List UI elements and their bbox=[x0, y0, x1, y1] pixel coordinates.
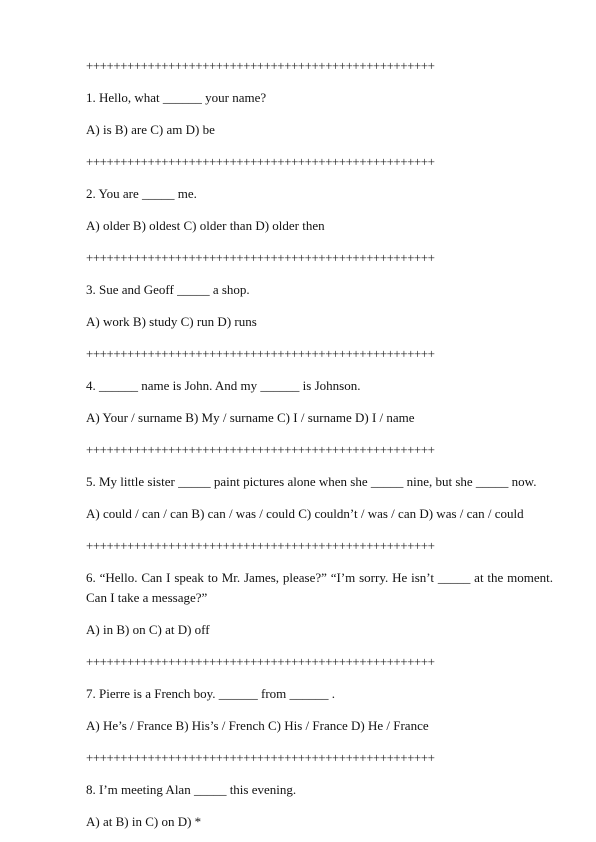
separator-line: +++++++++++++++++++++++++++++++++++++++++++++++++++ bbox=[86, 58, 435, 73]
answer-options: A) is B) are C) am D) be bbox=[86, 122, 215, 137]
question-text: 8. I’m meeting Alan _____ this evening. bbox=[86, 782, 297, 797]
question-block-8 bbox=[86, 780, 553, 832]
answer-options: A) work B) study C) run D) runs bbox=[86, 314, 257, 329]
question-block-1 bbox=[86, 88, 553, 140]
answer-options: A) at B) in C) on D) * bbox=[86, 814, 202, 829]
answer-options: A) could / can / can B) can / was / could C) couldn’t / was / can D) was / can / could bbox=[86, 506, 524, 521]
answer-options: A) older B) oldest C) older than D) older then bbox=[86, 218, 325, 233]
question-block-5 bbox=[86, 472, 553, 524]
question-block-4 bbox=[86, 376, 553, 428]
answer-options: A) Your / surname B) My / surname C) I / surname D) I / name bbox=[86, 410, 415, 425]
separator-line: +++++++++++++++++++++++++++++++++++++++++++++++++++ bbox=[86, 750, 435, 765]
answer-options: A) He’s / France B) His’s / French C) His / France D) He / France bbox=[86, 718, 429, 733]
question-block-6 bbox=[86, 568, 553, 640]
question-block-2 bbox=[86, 184, 553, 236]
question-block-7 bbox=[86, 684, 553, 736]
separator-line: +++++++++++++++++++++++++++++++++++++++++++++++++++ bbox=[86, 442, 435, 457]
question-text: 1. Hello, what ______ your name? bbox=[86, 90, 267, 105]
separator-line: +++++++++++++++++++++++++++++++++++++++++++++++++++ bbox=[86, 250, 435, 265]
question-text: 3. Sue and Geoff _____ a shop. bbox=[86, 282, 250, 297]
answer-options: A) in B) on C) at D) off bbox=[86, 622, 210, 637]
question-block-3 bbox=[86, 280, 553, 332]
question-text: 6. “Hello. Can I speak to Mr. James, please?” “I’m sorry. He isn’t _____ at the moment. Can I take a message?” bbox=[86, 570, 553, 605]
separator-line: +++++++++++++++++++++++++++++++++++++++++++++++++++ bbox=[86, 154, 435, 169]
separator-line: +++++++++++++++++++++++++++++++++++++++++++++++++++ bbox=[86, 346, 435, 361]
question-text: 2. You are _____ me. bbox=[86, 186, 197, 201]
separator-line: +++++++++++++++++++++++++++++++++++++++++++++++++++ bbox=[86, 654, 435, 669]
question-text: 7. Pierre is a French boy. ______ from ______ . bbox=[86, 686, 336, 701]
question-text: 5. My little sister _____ paint pictures alone when she _____ nine, but she _____ now. bbox=[86, 474, 537, 489]
separator-line: +++++++++++++++++++++++++++++++++++++++++++++++++++ bbox=[86, 538, 435, 553]
question-text: 4. ______ name is John. And my ______ is Johnson. bbox=[86, 378, 361, 393]
